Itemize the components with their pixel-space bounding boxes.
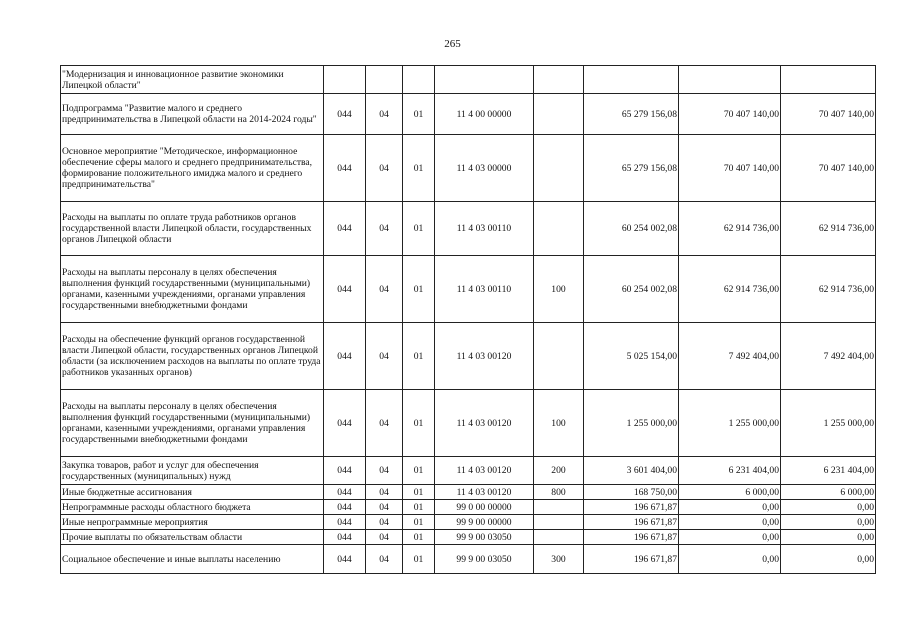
expense-type-code: 800 [534,485,584,500]
ministry-code: 044 [324,515,366,530]
target-code: 99 9 00 00000 [435,515,534,530]
amount-3: 70 407 140,00 [781,135,876,202]
amount-1: 5 025 154,00 [584,323,679,390]
table-row [61,202,876,256]
amount-3: 0,00 [781,530,876,545]
row-name: Расходы на обеспечение функций органов государственной власти Липецкой области, государственных органов Липецкой области (за исключением расходов на выплаты по оплате труда работников указанных органов) [61,323,324,390]
row-name: Иные бюджетные ассигнования [61,485,324,500]
amount-2: 0,00 [679,530,781,545]
target-code: 11 4 00 00000 [435,94,534,135]
amount-2: 0,00 [679,500,781,515]
row-name: Основное мероприятие "Методическое, информационное обеспечение сферы малого и среднего предпринимательства, формирование положительного имиджа малого и среднего предпринимательства" [61,135,324,202]
amount-3: 70 407 140,00 [781,94,876,135]
table-row [61,256,876,323]
amount-2: 1 255 000,00 [679,390,781,457]
row-name: Расходы на выплаты персоналу в целях обеспечения выполнения функций государственными (муниципальными) органами, казенными учреждениями, органами управления государственными внебюджетными фондами [61,256,324,323]
ministry-code: 044 [324,390,366,457]
amount-2: 62 914 736,00 [679,256,781,323]
ministry-code [324,66,366,94]
ministry-code: 044 [324,202,366,256]
target-code: 11 4 03 00110 [435,202,534,256]
subsection-code: 01 [403,485,435,500]
amount-3: 7 492 404,00 [781,323,876,390]
table-row [61,530,876,545]
target-code: 11 4 03 00120 [435,390,534,457]
amount-1: 196 671,87 [584,515,679,530]
row-name: Расходы на выплаты по оплате труда работников органов государственной власти Липецкой области, государственных органов Липецкой области [61,202,324,256]
expense-type-code: 200 [534,457,584,485]
target-code: 11 4 03 00120 [435,485,534,500]
expense-type-code [534,323,584,390]
amount-1: 196 671,87 [584,530,679,545]
amount-3: 0,00 [781,500,876,515]
table-row [61,500,876,515]
target-code: 11 4 03 00000 [435,135,534,202]
target-code: 11 4 03 00110 [435,256,534,323]
amount-3: 1 255 000,00 [781,390,876,457]
expense-type-code [534,202,584,256]
amount-3 [781,66,876,94]
expense-type-code: 100 [534,390,584,457]
subsection-code [403,66,435,94]
target-code: 99 0 00 00000 [435,500,534,515]
ministry-code: 044 [324,545,366,574]
section-code: 04 [366,323,403,390]
amount-2 [679,66,781,94]
budget-table [60,65,876,574]
ministry-code: 044 [324,485,366,500]
subsection-code: 01 [403,530,435,545]
amount-1 [584,66,679,94]
amount-3: 0,00 [781,545,876,574]
subsection-code: 01 [403,390,435,457]
amount-1: 65 279 156,08 [584,135,679,202]
row-name: Расходы на выплаты персоналу в целях обеспечения выполнения функций государственными (муниципальными) органами, казенными учреждениями, органами управления государственными внебюджетными фондами [61,390,324,457]
amount-1: 65 279 156,08 [584,94,679,135]
section-code: 04 [366,202,403,256]
subsection-code: 01 [403,515,435,530]
section-code: 04 [366,457,403,485]
section-code: 04 [366,135,403,202]
table-row [61,323,876,390]
row-name: Социальное обеспечение и иные выплаты населению [61,545,324,574]
expense-type-code: 300 [534,545,584,574]
subsection-code: 01 [403,457,435,485]
subsection-code: 01 [403,323,435,390]
row-name: Прочие выплаты по обязательствам области [61,530,324,545]
section-code: 04 [366,94,403,135]
row-name: Непрограммные расходы областного бюджета [61,500,324,515]
table-row [61,545,876,574]
amount-1: 60 254 002,08 [584,202,679,256]
ministry-code: 044 [324,135,366,202]
section-code: 04 [366,256,403,323]
amount-3: 6 000,00 [781,485,876,500]
row-name: Закупка товаров, работ и услуг для обеспечения государственных (муниципальных) нужд [61,457,324,485]
subsection-code: 01 [403,94,435,135]
amount-2: 0,00 [679,515,781,530]
table-row [61,485,876,500]
table-row [61,66,876,94]
ministry-code: 044 [324,457,366,485]
row-name: Подпрограмма "Развитие малого и среднего предпринимательства в Липецкой области на 2014-2024 годы" [61,94,324,135]
subsection-code: 01 [403,500,435,515]
amount-1: 1 255 000,00 [584,390,679,457]
amount-1: 196 671,87 [584,545,679,574]
section-code: 04 [366,545,403,574]
expense-type-code [534,530,584,545]
row-name: Иные непрограммные мероприятия [61,515,324,530]
ministry-code: 044 [324,323,366,390]
section-code: 04 [366,485,403,500]
section-code: 04 [366,390,403,457]
table-row [61,390,876,457]
section-code [366,66,403,94]
ministry-code: 044 [324,500,366,515]
amount-1: 3 601 404,00 [584,457,679,485]
expense-type-code [534,94,584,135]
ministry-code: 044 [324,530,366,545]
section-code: 04 [366,500,403,515]
expense-type-code [534,515,584,530]
amount-3: 0,00 [781,515,876,530]
subsection-code: 01 [403,256,435,323]
ministry-code: 044 [324,94,366,135]
section-code: 04 [366,530,403,545]
amount-1: 196 671,87 [584,500,679,515]
expense-type-code [534,500,584,515]
row-name: "Модернизация и инновационное развитие экономики Липецкой области" [61,66,324,94]
table-row [61,457,876,485]
subsection-code: 01 [403,135,435,202]
target-code: 99 9 00 03050 [435,545,534,574]
amount-2: 62 914 736,00 [679,202,781,256]
target-code: 11 4 03 00120 [435,457,534,485]
table-row [61,515,876,530]
amount-2: 0,00 [679,545,781,574]
amount-3: 62 914 736,00 [781,202,876,256]
subsection-code: 01 [403,545,435,574]
page-number: 265 [444,38,461,50]
ministry-code: 044 [324,256,366,323]
table-row [61,94,876,135]
amount-1: 168 750,00 [584,485,679,500]
target-code [435,66,534,94]
amount-3: 6 231 404,00 [781,457,876,485]
amount-2: 6 000,00 [679,485,781,500]
subsection-code: 01 [403,202,435,256]
amount-2: 70 407 140,00 [679,94,781,135]
amount-1: 60 254 002,08 [584,256,679,323]
target-code: 11 4 03 00120 [435,323,534,390]
expense-type-code: 100 [534,256,584,323]
amount-2: 6 231 404,00 [679,457,781,485]
section-code: 04 [366,515,403,530]
target-code: 99 9 00 03050 [435,530,534,545]
amount-3: 62 914 736,00 [781,256,876,323]
amount-2: 70 407 140,00 [679,135,781,202]
expense-type-code [534,66,584,94]
amount-2: 7 492 404,00 [679,323,781,390]
table-row [61,135,876,202]
expense-type-code [534,135,584,202]
